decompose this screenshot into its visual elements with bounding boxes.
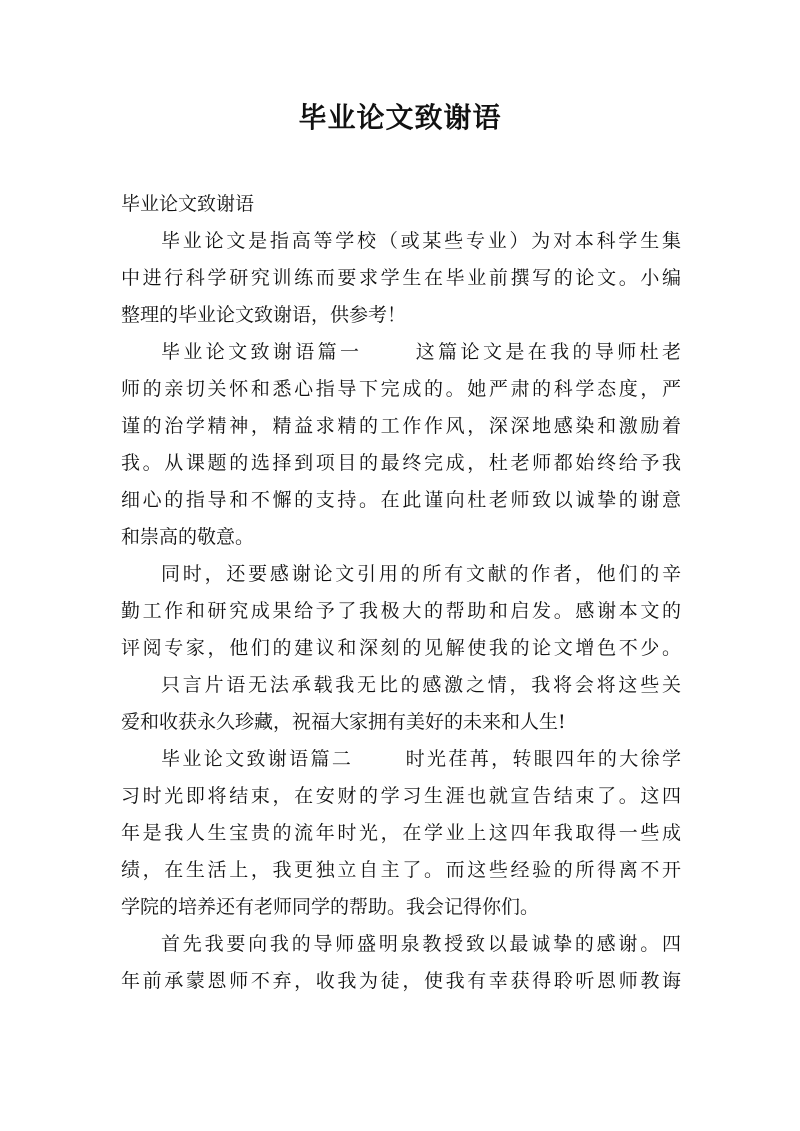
- paragraph-line: 师的亲切关怀和悉心指导下完成的。她严肃的科学态度，严: [121, 378, 681, 400]
- paragraph-line: 首先我要向我的导师盛明泉教授致以最诚挚的感谢。四: [161, 933, 681, 955]
- paragraph-line: 学院的培养还有老师同学的帮助。我会记得你们。: [121, 896, 540, 918]
- paragraph-line: 我。从课题的选择到项目的最终完成，杜老师都始终给予我: [121, 452, 681, 474]
- document-title: 毕业论文致谢语: [298, 101, 502, 134]
- paragraph-line: 爱和收获永久珍藏，祝福大家拥有美好的未来和人生!: [121, 711, 566, 733]
- paragraph-line: 中进行科学研究训练而要求学生在毕业前撰写的论文。小编: [121, 267, 681, 289]
- paragraph-line: 只言片语无法承载我无比的感激之情，我将会将这些关: [161, 674, 681, 696]
- paragraph-line: 和崇高的敬意。: [121, 526, 255, 548]
- paragraph-line: [121, 334, 681, 371]
- document-body: [121, 186, 681, 1000]
- paragraph-text: 这篇论文是在我的导师杜老: [412, 341, 681, 363]
- paragraph-line: 勤工作和研究成果给予了我极大的帮助和启发。感谢本文的: [121, 600, 681, 622]
- paragraph-line: 细心的指导和不懈的支持。在此谨向杜老师致以诚挚的谢意: [121, 489, 681, 511]
- paragraph-line: 年前承蒙恩师不弃，收我为徒，使我有幸获得聆听恩师教诲: [121, 970, 681, 992]
- section-label: 毕业论文致谢语篇一: [161, 341, 363, 363]
- paragraph-line: 同时，还要感谢论文引用的所有文献的作者，他们的辛: [161, 563, 681, 585]
- paragraph-line: 毕业论文是指高等学校（或某些专业）为对本科学生集: [161, 230, 681, 252]
- paragraph-line: 年是我人生宝贵的流年时光，在学业上这四年我取得一些成: [121, 822, 681, 844]
- paragraph-line: 谨的治学精神，精益求精的工作作风，深深地感染和激励着: [121, 415, 681, 437]
- paragraph-line: 评阅专家，他们的建议和深刻的见解使我的论文增色不少。: [121, 637, 681, 659]
- paragraph-text: 时光荏苒，转眼四年的大徐学: [403, 748, 681, 770]
- paragraph-line: 绩，在生活上，我更独立自主了。而这些经验的所得离不开: [121, 859, 681, 881]
- paragraph-line: 整理的毕业论文致谢语，供参考！: [121, 304, 407, 326]
- section-heading: 毕业论文致谢语: [121, 193, 255, 215]
- section-label: 毕业论文致谢语篇二: [161, 748, 354, 770]
- paragraph-line: 习时光即将结束，在安财的学习生涯也就宣告结束了。这四: [121, 785, 681, 807]
- paragraph-line: [121, 741, 681, 778]
